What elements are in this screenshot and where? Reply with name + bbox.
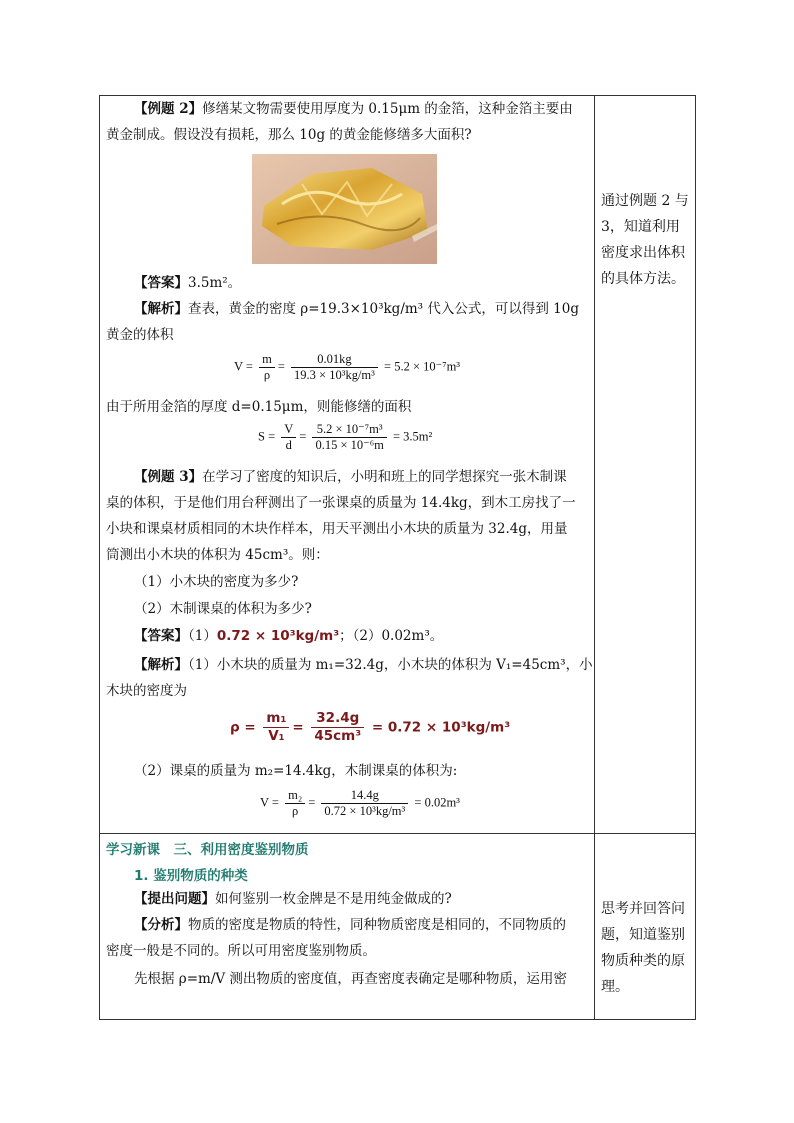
lesson-sheet <box>99 95 694 1020</box>
gold-foil-photo <box>252 154 437 264</box>
side-note-cell <box>595 834 696 1020</box>
example2-answer: 【答案】3.5m²。 <box>134 275 242 291</box>
side-note-1: 通过例题 2 与 3，知道利用密度求出体积的具体方法。 <box>601 193 689 287</box>
example3-q1: （1）小木块的密度为多少? <box>134 574 299 590</box>
example2-analysis: 【解析】查表，黄金的密度 ρ=19.3×10³kg/m³ 代入公式，可以得到 10g <box>134 301 579 317</box>
table-row <box>100 834 696 1020</box>
equation-volume: V = $\frac{m}{\rho}$ = $\frac{0.01kg}{\text{19.3 × 10³kg/m³}}$ = 5.2 × 10⁻⁷m³ <box>234 352 461 382</box>
example2-question-line2: 黄金制成。假设没有损耗，那么 10g 的黄金能修缮多大面积? <box>106 127 472 143</box>
content-cell <box>100 96 595 834</box>
example3-question: 【例题 3】在学习了密度的知识后，小明和班上的同学想探究一张木制课 <box>134 469 567 485</box>
example3-line4: 筒测出小木块的体积为 45cm³。则： <box>106 547 329 563</box>
example3-q2: （2）木制课桌的体积为多少? <box>134 601 312 617</box>
example3-line3: 小块和课桌材质相同的木块作样本，用天平测出小木块的质量为 32.4g，用量 <box>106 521 568 537</box>
method-line: 先根据 ρ=m/V 测出物质的密度值，再查密度表确定是哪种物质，运用密 <box>134 971 567 987</box>
section-title: 学习新课 三、利用密度鉴别物质 <box>106 842 309 858</box>
example3-answer: 【答案】（1）0.72 × 10³kg/m³；（2）0.02m³。 <box>134 628 444 644</box>
content-cell <box>100 834 595 1020</box>
thickness-line: 由于所用金箔的厚度 d=0.15μm，则能修缮的面积 <box>106 399 412 415</box>
equation-area: S = $\frac{V}{d}$ = $\frac{\text{5.2 × 10⁻⁷m³}}{\text{0.15 × 10⁻⁶m}}$ = 3.5m² <box>258 422 433 452</box>
example3-line2: 桌的体积，于是他们用台秤测出了一张课桌的质量为 14.4kg，到木工房找了一 <box>106 495 576 511</box>
question-line: 【提出问题】如何鉴别一枚金牌是不是用纯金做成的? <box>134 891 452 907</box>
section-subtitle: 1. 鉴别物质的种类 <box>134 868 248 884</box>
analysis-line: 【分析】物质的密度是物质的特性，同种物质密度是相同的，不同物质的 <box>134 917 566 933</box>
lesson-table <box>99 95 696 1020</box>
example2-analysis-line2: 黄金的体积 <box>106 327 174 343</box>
analysis-line2: 密度一般是不同的。所以可用密度鉴别物质。 <box>106 943 376 959</box>
example2-question: 【例题 2】修缮某文物需要使用厚度为 0.15μm 的金箔，这种金箔主要由 <box>134 101 573 117</box>
table-row <box>100 96 696 834</box>
side-note-2: 思考并回答问题，知道鉴别物质种类的原理。 <box>601 901 685 995</box>
side-note-cell <box>595 96 696 834</box>
example2-label: 【例题 2】 <box>134 101 203 117</box>
example3-analysis-line2: 木块的密度为 <box>106 683 187 699</box>
equation-desk-volume: V = $\frac{\text{m₂}}{\rho}$ = $\frac{14.4g}{\text{0.72 × 10³kg/m³}}$ = 0.02m³ <box>260 788 460 818</box>
example3-analysis: 【解析】（1）小木块的质量为 m₁=32.4g，小木块的体积为 V₁=45cm³，小 <box>134 657 593 673</box>
example3-part2: （2）课桌的质量为 m₂=14.4kg，木制课桌的体积为: <box>134 763 458 779</box>
equation-density: ρ = $\frac{\text{m₁}}{\text{V₁}}$ = $\frac{32.4g}{\text{45cm³}}$ = 0.72 × 10³kg/m³ <box>230 710 511 744</box>
